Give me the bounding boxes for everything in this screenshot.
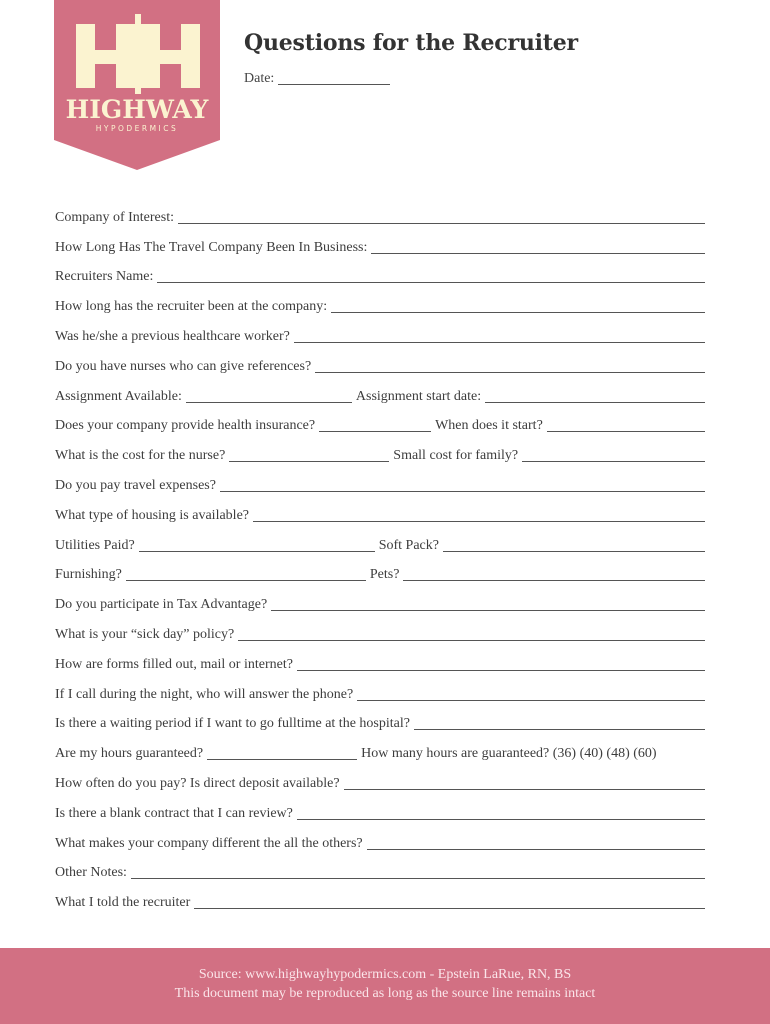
answer-line[interactable] xyxy=(371,241,705,254)
question-label: Utilities Paid? xyxy=(55,537,135,553)
question-label: Do you have nurses who can give references? xyxy=(55,358,312,374)
answer-line[interactable] xyxy=(367,837,705,850)
question-label: Recruiters Name: xyxy=(55,269,154,285)
answer-line[interactable] xyxy=(220,479,705,492)
page-title: Questions for the Recruiter xyxy=(244,30,578,56)
questions-list xyxy=(55,196,705,911)
question-label: Assignment Available: xyxy=(55,388,182,404)
question-row xyxy=(55,762,705,792)
question-label: Other Notes: xyxy=(55,865,127,881)
answer-line[interactable] xyxy=(522,449,705,462)
answer-line[interactable] xyxy=(139,539,375,552)
question-label: What is the cost for the nurse? xyxy=(55,448,226,464)
question-label: How long has the recruiter been at the company: xyxy=(55,299,328,315)
footer-notice: This document may be reproduced as long as the source line remains intact xyxy=(174,986,596,1001)
question-row xyxy=(55,256,705,286)
answer-line[interactable] xyxy=(229,449,389,462)
answer-line[interactable] xyxy=(297,807,705,820)
question-label: How often do you pay? Is direct deposit available? xyxy=(55,775,340,791)
question-label: How are forms filled out, mail or internet? xyxy=(55,656,293,672)
answer-line[interactable] xyxy=(297,658,705,671)
answer-line[interactable] xyxy=(253,509,705,522)
question-label: Does your company provide health insurance? xyxy=(55,418,316,434)
question-row xyxy=(55,613,705,643)
date-label: Date: xyxy=(244,71,275,86)
question-row xyxy=(55,464,705,494)
answer-line[interactable] xyxy=(331,300,705,313)
question-label: Do you participate in Tax Advantage? xyxy=(55,597,268,613)
question-label: Is there a blank contract that I can review? xyxy=(55,805,293,821)
question-label: Was he/she a previous healthcare worker? xyxy=(55,328,290,344)
question-label: Are my hours guaranteed? xyxy=(55,746,204,762)
date-field[interactable] xyxy=(278,72,390,85)
question-row xyxy=(55,196,705,226)
question-row xyxy=(55,643,705,673)
question-row xyxy=(55,703,705,733)
question-label: How many hours are guaranteed? (36) (40) (48) (60) xyxy=(361,746,657,762)
answer-line[interactable] xyxy=(357,688,705,701)
answer-line[interactable] xyxy=(157,270,705,283)
question-label: Pets? xyxy=(369,567,400,583)
answer-line[interactable] xyxy=(194,896,705,909)
question-row xyxy=(55,524,705,554)
question-label: Do you pay travel expenses? xyxy=(55,477,216,493)
question-row xyxy=(55,673,705,703)
answer-line[interactable] xyxy=(315,360,705,373)
answer-line[interactable] xyxy=(344,777,705,790)
answer-line[interactable] xyxy=(403,568,705,581)
logo-brand: HIGHWAY xyxy=(65,95,209,124)
answer-line[interactable] xyxy=(238,628,705,641)
answer-line[interactable] xyxy=(547,419,705,432)
question-row xyxy=(55,345,705,375)
question-row xyxy=(55,852,705,882)
question-row xyxy=(55,822,705,852)
question-row xyxy=(55,375,705,405)
question-label: What is your “sick day” policy? xyxy=(55,626,235,642)
question-label: If I call during the night, who will answer the phone? xyxy=(55,686,354,702)
question-row xyxy=(55,583,705,613)
highway-hypodermics-logo xyxy=(54,0,220,170)
answer-line[interactable] xyxy=(207,747,357,760)
answer-line[interactable] xyxy=(294,330,705,343)
question-label: What type of housing is available? xyxy=(55,507,249,523)
question-label: Assignment start date: xyxy=(355,388,482,404)
question-row xyxy=(55,792,705,822)
question-row xyxy=(55,315,705,345)
question-row xyxy=(55,554,705,584)
answer-line[interactable] xyxy=(126,568,366,581)
answer-line[interactable] xyxy=(186,390,352,403)
question-row xyxy=(55,285,705,315)
question-label: How Long Has The Travel Company Been In Business: xyxy=(55,239,368,255)
logo-sub: HYPODERMICS xyxy=(95,124,179,133)
question-label: When does it start? xyxy=(435,418,543,434)
answer-line[interactable] xyxy=(131,866,705,879)
question-label: Is there a waiting period if I want to go fulltime at the hospital? xyxy=(55,716,410,732)
answer-line[interactable] xyxy=(485,390,705,403)
question-row xyxy=(55,226,705,256)
footer-source: Source: www.highwayhypodermics.com - Epstein LaRue, RN, BS xyxy=(198,967,572,982)
answer-line[interactable] xyxy=(178,211,705,224)
question-row xyxy=(55,405,705,435)
question-label: What I told the recruiter xyxy=(55,895,191,911)
answer-line[interactable] xyxy=(414,717,705,730)
question-label: Soft Pack? xyxy=(378,537,439,553)
date-row xyxy=(244,71,390,87)
answer-line[interactable] xyxy=(319,419,431,432)
question-row xyxy=(55,732,705,762)
footer-banner xyxy=(0,948,770,1024)
question-label: What makes your company different the all the others? xyxy=(55,835,363,851)
answer-line[interactable] xyxy=(443,539,705,552)
question-row xyxy=(55,494,705,524)
question-label: Small cost for family? xyxy=(393,448,519,464)
question-row xyxy=(55,434,705,464)
question-label: Furnishing? xyxy=(55,567,122,583)
question-row xyxy=(55,881,705,911)
question-label: Company of Interest: xyxy=(55,209,174,225)
answer-line[interactable] xyxy=(271,598,705,611)
